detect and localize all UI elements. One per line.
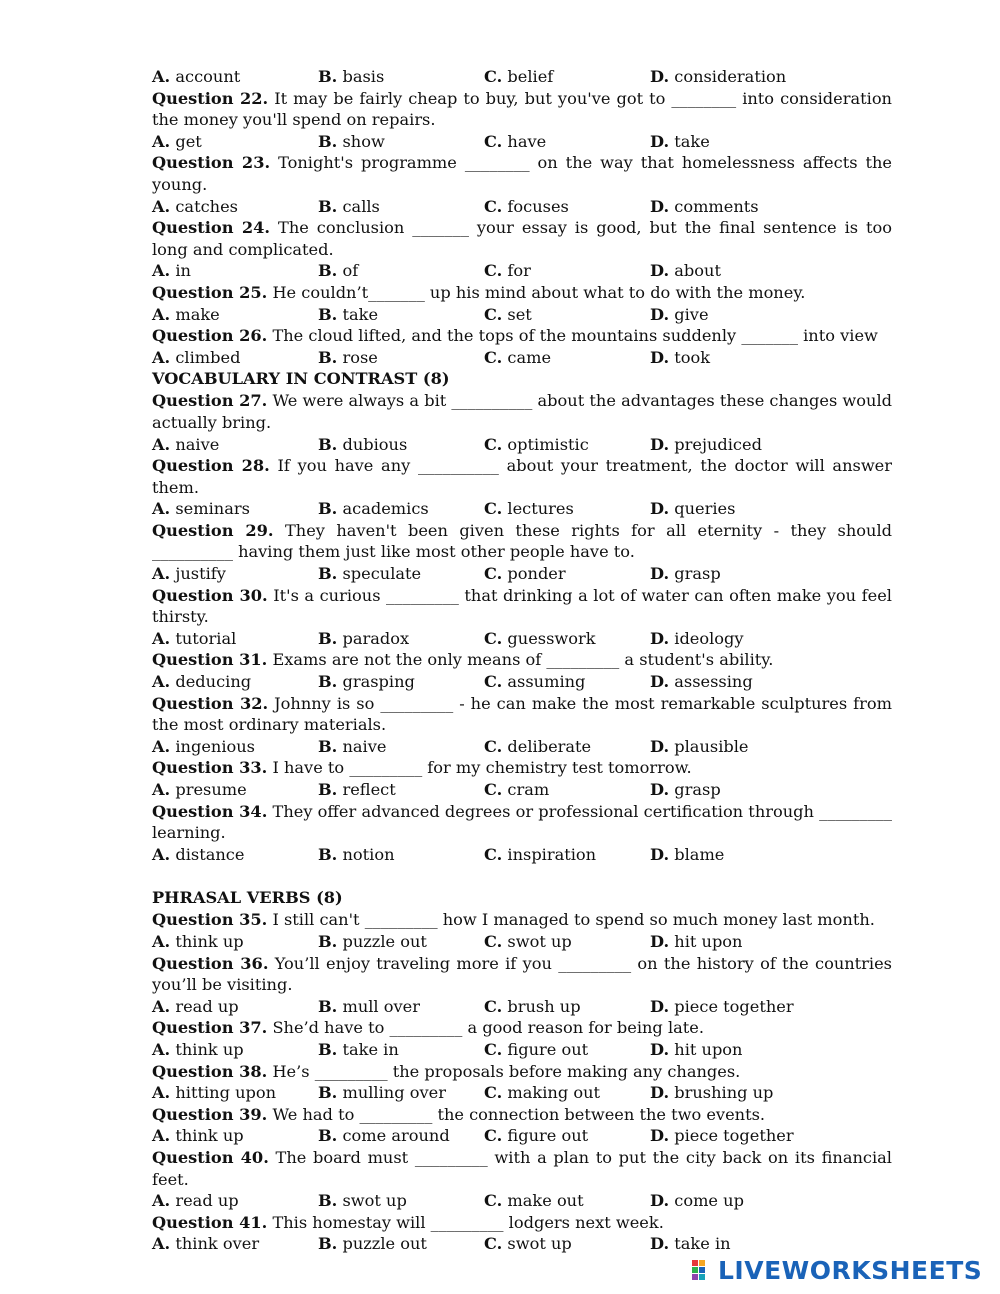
question: [152, 801, 892, 844]
option-a: A. think up: [152, 1126, 244, 1146]
question-label: Question 27.: [152, 391, 268, 411]
option-c: C. ponder: [484, 564, 566, 584]
options-row: [152, 931, 892, 953]
option-a: A. catches: [152, 196, 238, 216]
option-d: D. about: [650, 261, 721, 281]
option-c: C. figure out: [484, 1126, 589, 1146]
option-d: D. take: [650, 131, 710, 151]
question-label: Question 39.: [152, 1104, 268, 1124]
option-b: B. speculate: [318, 564, 422, 584]
option-d: D. give: [650, 304, 709, 324]
option-b: B. show: [318, 131, 385, 151]
option-d: D. comments: [650, 196, 759, 216]
option-b: B. academics: [318, 499, 429, 519]
options-row: [152, 563, 892, 585]
question: [152, 757, 892, 779]
option-d: D. hit upon: [650, 931, 743, 951]
option-b: B. come around: [318, 1126, 450, 1146]
question-label: Question 30.: [152, 585, 268, 605]
option-b: B. grasping: [318, 672, 415, 692]
question: [152, 325, 892, 347]
option-d: D. piece together: [650, 1126, 794, 1146]
options-row: [152, 131, 892, 153]
option-d: D. consideration: [650, 67, 787, 86]
question: [152, 1017, 892, 1039]
question: [152, 909, 892, 931]
question-text: You’ll enjoy traveling more if you _________ on the history of the countries you’ll be visiting.: [152, 953, 892, 995]
option-c: C. making out: [484, 1083, 601, 1103]
option-c: C. for: [484, 261, 531, 281]
question: [152, 1061, 892, 1083]
option-c: C. have: [484, 131, 547, 151]
question-text: It may be fairly cheap to buy, but you've got to ________ into consideration the money you'll spend on repairs.: [152, 88, 892, 130]
question-label: Question 26.: [152, 326, 268, 346]
option-c: C. deliberate: [484, 736, 592, 756]
option-a: A. read up: [152, 996, 239, 1016]
question-text: This homestay will _________ lodgers next week.: [272, 1212, 664, 1232]
option-d: D. hit upon: [650, 1039, 743, 1059]
options-row: [152, 196, 892, 218]
option-a: A. seminars: [152, 499, 250, 519]
option-c: C. assuming: [484, 672, 586, 692]
question-label: Question 28.: [152, 456, 270, 476]
options-row: [152, 736, 892, 758]
question: [152, 520, 892, 563]
option-c: C. belief: [484, 67, 554, 86]
question-text: Johnny is so _________ - he can make the most remarkable sculptures from the most ordinary materials.: [152, 693, 893, 735]
question-label: Question 22.: [152, 88, 269, 108]
question-label: Question 34.: [152, 801, 268, 821]
question: [152, 152, 892, 195]
question-label: Question 29.: [152, 520, 274, 540]
option-a: A. in: [152, 261, 191, 281]
section-collocations: [152, 88, 892, 369]
question: [152, 282, 892, 304]
option-a: A. deducing: [152, 672, 252, 692]
option-d: D. prejudiced: [650, 434, 762, 454]
options-row: [152, 628, 892, 650]
question-text: Exams are not the only means of _________ a student's ability.: [272, 650, 774, 670]
option-a: A. presume: [152, 780, 247, 799]
option-c: C. brush up: [484, 996, 581, 1016]
option-c: C. inspiration: [484, 844, 597, 864]
option-d: D. grasp: [650, 564, 721, 584]
question-text: Tonight's programme ________ on the way that homelessness affects the young.: [152, 153, 892, 194]
option-d: D. come up: [650, 1191, 744, 1211]
options-row: [152, 66, 892, 88]
option-b: B. puzzle out: [318, 1234, 427, 1254]
option-a: A. make: [152, 304, 220, 324]
option-d: D. piece together: [650, 996, 794, 1016]
question: [152, 953, 892, 996]
question-label: Question 32.: [152, 693, 269, 713]
question: [152, 585, 892, 628]
option-a: A. hitting upon: [152, 1083, 277, 1103]
question-text: I still can't _________ how I managed to spend so much money last month.: [272, 910, 875, 930]
option-b: B. reflect: [318, 780, 396, 799]
option-b: B. of: [318, 261, 359, 281]
options-row: [152, 671, 892, 693]
question: [152, 217, 892, 260]
option-a: A. ingenious: [152, 736, 255, 756]
question: [152, 1147, 892, 1190]
option-b: B. basis: [318, 67, 385, 86]
question-text: We were always a bit __________ about the advantages these changes would actually bring.: [152, 391, 892, 432]
option-c: C. guesswork: [484, 628, 596, 648]
options-row: [152, 1125, 892, 1147]
liveworksheets-logo: [692, 1256, 982, 1284]
question-text: He couldn’t_______ up his mind about what to do with the money.: [272, 282, 806, 302]
option-d: D. blame: [650, 844, 725, 864]
option-a: A. tutorial: [152, 628, 237, 648]
question: [152, 1212, 892, 1234]
option-b: B. notion: [318, 844, 395, 864]
options-row: [152, 779, 892, 801]
question-label: Question 41.: [152, 1212, 268, 1232]
option-c: C. swot up: [484, 931, 572, 951]
options-row: [152, 434, 892, 456]
question-label: Question 31.: [152, 650, 268, 670]
option-c: C. set: [484, 304, 532, 324]
option-a: A. think over: [152, 1234, 260, 1254]
question: [152, 88, 892, 131]
section-vocabulary: [152, 390, 892, 865]
option-b: B. rose: [318, 347, 378, 367]
section-heading-phrasal-verbs: PHRASAL VERBS (8): [152, 888, 343, 908]
options-row: [152, 260, 892, 282]
question-label: Question 24.: [152, 218, 271, 238]
question-label: Question 37.: [152, 1018, 268, 1038]
option-c: C. lectures: [484, 499, 574, 519]
option-d: D. queries: [650, 499, 736, 519]
options-row: [152, 1233, 892, 1255]
option-b: B. calls: [318, 196, 380, 216]
question-text: The board must _________ with a plan to put the city back on its financial feet.: [152, 1147, 892, 1189]
options-row: [152, 498, 892, 520]
option-c: C. optimistic: [484, 434, 589, 454]
options-row: [152, 1082, 892, 1104]
question-text: She’d have to _________ a good reason for being late.: [272, 1018, 704, 1038]
option-b: B. paradox: [318, 628, 410, 648]
option-d: D. ideology: [650, 628, 744, 648]
option-a: A. distance: [152, 844, 245, 864]
option-a: A. climbed: [152, 347, 241, 367]
option-a: A. account: [152, 67, 241, 86]
option-d: D. take in: [650, 1234, 731, 1254]
option-b: B. puzzle out: [318, 931, 427, 951]
option-d: D. took: [650, 347, 711, 367]
option-c: C. make out: [484, 1191, 584, 1211]
options-row: [152, 1190, 892, 1212]
question-text: The cloud lifted, and the tops of the mountains suddenly _______ into view: [272, 326, 878, 346]
section-heading-vocabulary: VOCABULARY IN CONTRAST (8): [152, 369, 450, 389]
question-label: Question 35.: [152, 910, 268, 930]
question-text: They haven't been given these rights for all eternity - they should __________ having them just like most other people have to.: [152, 520, 892, 562]
question: [152, 455, 892, 498]
option-b: B. swot up: [318, 1191, 407, 1211]
options-row: [152, 996, 892, 1018]
options-row: [152, 844, 892, 866]
question-label: Question 36.: [152, 953, 269, 973]
option-c: C. cram: [484, 780, 550, 799]
spacer: [152, 865, 892, 887]
option-b: B. mull over: [318, 996, 420, 1016]
question-label: Question 38.: [152, 1061, 268, 1081]
question-text: We had to _________ the connection between the two events.: [272, 1104, 766, 1124]
question: [152, 649, 892, 671]
question-text: They offer advanced degrees or professional certification through _________ learning.: [152, 801, 892, 843]
option-a: A. read up: [152, 1191, 239, 1211]
option-b: B. take: [318, 304, 379, 324]
question-text: It's a curious _________ that drinking a lot of water can often make you feel thirsty.: [152, 585, 892, 627]
worksheet-page: [152, 66, 892, 1255]
question-text: The conclusion _______ your essay is good, but the final sentence is too long and complicated.: [152, 218, 892, 259]
question-label: Question 40.: [152, 1147, 269, 1167]
option-d: D. assessing: [650, 672, 753, 692]
option-a: A. get: [152, 131, 202, 151]
option-a: A. think up: [152, 931, 244, 951]
option-c: C. focuses: [484, 196, 569, 216]
option-b: B. take in: [318, 1039, 399, 1059]
question-text: He’s _________ the proposals before making any changes.: [272, 1061, 741, 1081]
logo-text: LIVEWORKSHEETS: [718, 1255, 983, 1285]
section-phrasal-verbs: [152, 909, 892, 1255]
options-row: [152, 347, 892, 369]
option-d: D. grasp: [650, 780, 721, 799]
question-label: Question 23.: [152, 153, 271, 173]
question-text: If you have any __________ about your treatment, the doctor will answer them.: [152, 456, 892, 497]
option-b: B. mulling over: [318, 1083, 446, 1103]
question-text: I have to _________ for my chemistry test tomorrow.: [272, 758, 692, 778]
question: [152, 390, 892, 433]
option-c: C. came: [484, 347, 552, 367]
liveworksheets-logo-icon: [692, 1258, 714, 1282]
option-a: A. justify: [152, 564, 226, 584]
option-a: A. think up: [152, 1039, 244, 1059]
option-c: C. figure out: [484, 1039, 589, 1059]
question-label: Question 25.: [152, 282, 268, 302]
option-c: C. swot up: [484, 1234, 572, 1254]
option-d: D. brushing up: [650, 1083, 774, 1103]
options-row: [152, 1039, 892, 1061]
question: [152, 1104, 892, 1126]
option-b: B. naive: [318, 736, 387, 756]
question-label: Question 33.: [152, 758, 268, 778]
option-d: D. plausible: [650, 736, 749, 756]
options-row: [152, 304, 892, 326]
question: [152, 693, 892, 736]
option-b: B. dubious: [318, 434, 408, 454]
option-a: A. naive: [152, 434, 220, 454]
